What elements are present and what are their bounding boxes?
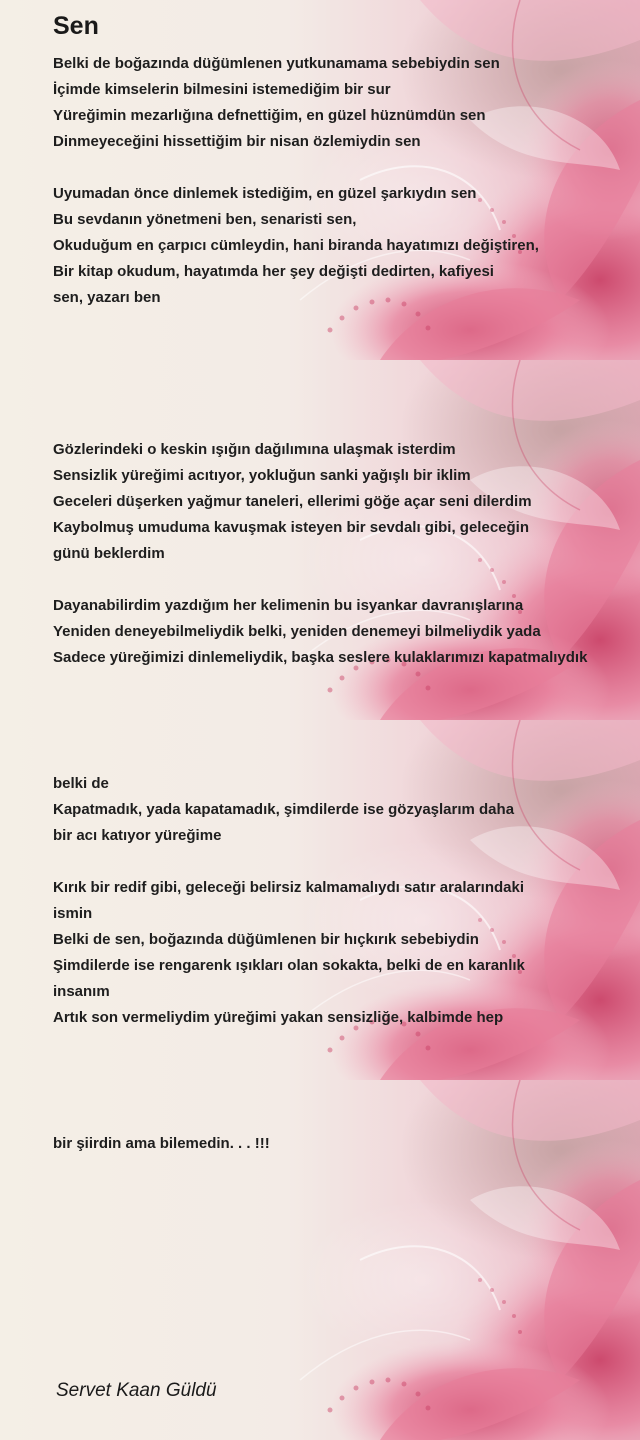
- poem-title: Sen: [53, 12, 99, 40]
- poem-line: Kapatmadık, yada kapatamadık, şimdilerde ise gözyaşlarım daha: [53, 801, 515, 818]
- poem-line: Gözlerindeki o keskin ışığın dağılımına ulaşmak isterdim: [53, 441, 456, 458]
- poem-line: Kırık bir redif gibi, geleceği belirsiz kalmamalıydı satır aralarındaki: [53, 879, 525, 896]
- poem-block: [53, 51, 539, 311]
- poem-line: Bu sevdanın yönetmeni ben, senaristi sen,: [53, 211, 357, 228]
- poem-line: Yeniden deneyebilmeliydik belki, yeniden denemeyi bilmeliydik yada: [53, 623, 541, 640]
- stanza-gap: [53, 567, 587, 593]
- poem-line: Artık son vermeliydim yüreğimi yakan sensizliğe, kalbimde hep: [53, 1009, 504, 1026]
- poem-author: Servet Kaan Güldü: [56, 1380, 217, 1401]
- stanza-gap: [53, 155, 539, 181]
- poem-block: [53, 771, 525, 1031]
- poem-line: Belki de sen, boğazında düğümlenen bir hıçkırık sebebiydin: [53, 931, 479, 948]
- poem-line: ismin: [53, 905, 93, 922]
- poem-line: insanım: [53, 983, 110, 1000]
- poem-line: Sadece yüreğimizi dinlemeliydik, başka seslere kulaklarımızı kapatmalıydık: [53, 649, 588, 666]
- poem-line: Belki de boğazında düğümlenen yutkunamama sebebiydin sen: [53, 55, 500, 72]
- poem-line: günü beklerdim: [53, 545, 165, 562]
- poem-line: bir şiirdin ama bilemedin. . . !!!: [53, 1135, 270, 1152]
- poem-line: Bir kitap okudum, hayatımda her şey değişti dedirten, kafiyesi: [53, 263, 494, 280]
- poem-line: Geceleri düşerken yağmur taneleri, ellerimi göğe açar seni dilerdim: [53, 493, 532, 510]
- poem-line: İçimde kimselerin bilmesini istemediğim bir sur: [53, 81, 391, 98]
- poem-line: Yüreğimin mezarlığına defnettiğim, en güzel hüznümdün sen: [53, 107, 486, 124]
- poem-line: sen, yazarı ben: [53, 289, 161, 306]
- poem-line: Dinmeyeceğini hissettiğim bir nisan özlemiydin sen: [53, 133, 421, 150]
- poem-line: Şimdilerde ise rengarenk ışıkları olan sokakta, belki de en karanlık: [53, 957, 525, 974]
- poem-block: [53, 1131, 270, 1157]
- poem-block: [53, 437, 587, 671]
- stanza-gap: [53, 849, 525, 875]
- poem-line: Kaybolmuş umuduma kavuşmak isteyen bir sevdalı gibi, geleceğin: [53, 519, 529, 536]
- poem-line: belki de: [53, 775, 109, 792]
- poem-line: Okuduğum en çarpıcı cümleydin, hani biranda hayatımızı değiştiren,: [53, 237, 539, 254]
- poem-line: Sensizlik yüreğimi acıtıyor, yokluğun sanki yağışlı bir iklim: [53, 467, 471, 484]
- poem-line: bir acı katıyor yüreğime: [53, 827, 222, 844]
- poem-line: Dayanabilirdim yazdığım her kelimenin bu isyankar davranışlarına: [53, 597, 524, 614]
- poem-line: Uyumadan önce dinlemek istediğim, en güzel şarkıydın sen: [53, 185, 477, 202]
